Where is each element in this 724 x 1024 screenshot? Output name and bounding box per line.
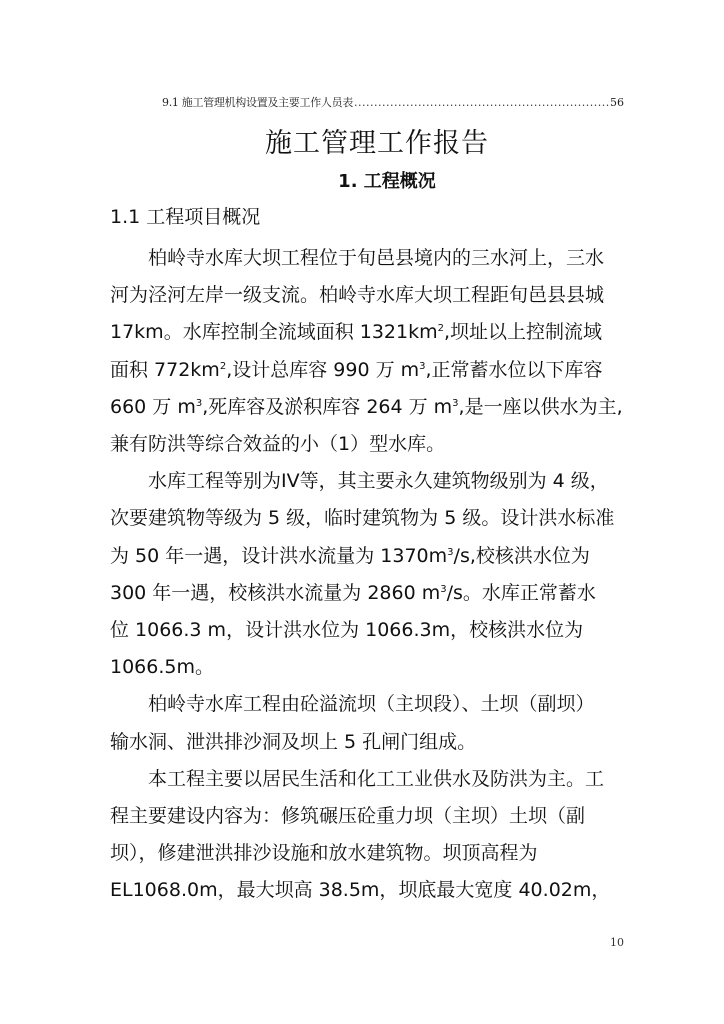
text-run: ,正常蓄水位以下库容 bbox=[425, 358, 603, 381]
toc-entry-title: 9.1 施工管理机构设置及主要工作人员表 bbox=[162, 96, 353, 109]
paragraph-project-location bbox=[110, 240, 628, 463]
text-run: 17km。水库控制全流域面积 1321km bbox=[110, 321, 438, 344]
text-run: ,是一座以供水为主, bbox=[458, 395, 623, 418]
superscript: 2 bbox=[219, 360, 227, 372]
text-line: 程主要建设内容为：修筑碾压砼重力坝（主坝）土坝（副 bbox=[110, 805, 586, 828]
toc-entry[interactable] bbox=[162, 95, 624, 111]
text-line bbox=[110, 314, 628, 351]
text-line: 次要建筑物等级为 5 级，临时建筑物为 5 级。设计洪水标准 bbox=[110, 507, 615, 530]
text-run: ,死库容及淤积库容 264 万 m bbox=[202, 395, 453, 418]
superscript: 3 bbox=[419, 360, 426, 372]
text-line: 坝），修建泄洪排沙设施和放水建筑物。坝顶高程为 bbox=[110, 842, 538, 865]
superscript: 2 bbox=[437, 323, 444, 335]
body-text bbox=[110, 240, 628, 910]
text-line bbox=[110, 389, 628, 426]
document-title: 施工管理工作报告 bbox=[265, 128, 489, 159]
text-line bbox=[110, 352, 628, 389]
text-run: /s。水库正常蓄水 bbox=[446, 581, 596, 604]
text-run: 660 万 m bbox=[110, 395, 196, 418]
superscript: 3 bbox=[440, 583, 447, 595]
text-run: 面积 772km bbox=[110, 358, 220, 381]
superscript: 3 bbox=[447, 546, 454, 558]
toc-leader-dots bbox=[354, 95, 609, 111]
text-run: ,设计总库容 990 万 m bbox=[226, 358, 420, 381]
text-run: 为 50 年一遇，设计洪水流量为 1370m bbox=[110, 544, 448, 567]
paragraph-main-construction bbox=[110, 761, 628, 910]
text-line: 1066.5m。 bbox=[110, 656, 214, 679]
text-run: /s,校核洪水位为 bbox=[453, 544, 590, 567]
text-line bbox=[110, 575, 628, 612]
text-line: 河为泾河左岸一级支流。柏岭寺水库大坝工程距旬邑县县城 bbox=[110, 284, 605, 307]
section-heading: 1. 工程概况 bbox=[338, 171, 436, 192]
text-line: 位 1066.3 m，设计洪水位为 1066.3m，校核洪水位为 bbox=[110, 619, 584, 642]
text-line: 输水洞、泄洪排沙洞及坝上 5 孔闸门组成。 bbox=[110, 730, 477, 753]
text-run: ,坝址以上控制流域 bbox=[443, 321, 603, 344]
text-line bbox=[110, 538, 628, 575]
superscript: 3 bbox=[195, 397, 203, 409]
toc-entry-page: 56 bbox=[610, 96, 624, 109]
paragraph-engineering-grade bbox=[110, 463, 628, 686]
text-line: EL1068.0m，最大坝高 38.5m，坝底最大宽度 40.02m， bbox=[110, 879, 611, 902]
text-line: 兼有防洪等综合效益的小（1）型水库。 bbox=[110, 433, 446, 456]
superscript: 3 bbox=[452, 397, 459, 409]
paragraph-project-composition bbox=[110, 686, 628, 760]
text-run: 300 年一遇，校核洪水流量为 2860 m bbox=[110, 581, 441, 604]
text-line: 本工程主要以居民生活和化工工业供水及防洪为主。工 bbox=[148, 767, 605, 790]
text-line: 水库工程等别为IV等，其主要永久建筑物级别为 4 级， bbox=[148, 470, 609, 493]
subsection-heading: 1.1 工程项目概况 bbox=[110, 206, 261, 228]
text-line: 柏岭寺水库大坝工程位于旬邑县境内的三水河上，三水 bbox=[148, 247, 605, 269]
text-line: 柏岭寺水库工程由砼溢流坝（主坝段）、土坝（副坝） bbox=[148, 693, 595, 716]
page-number: 10 bbox=[610, 936, 624, 949]
